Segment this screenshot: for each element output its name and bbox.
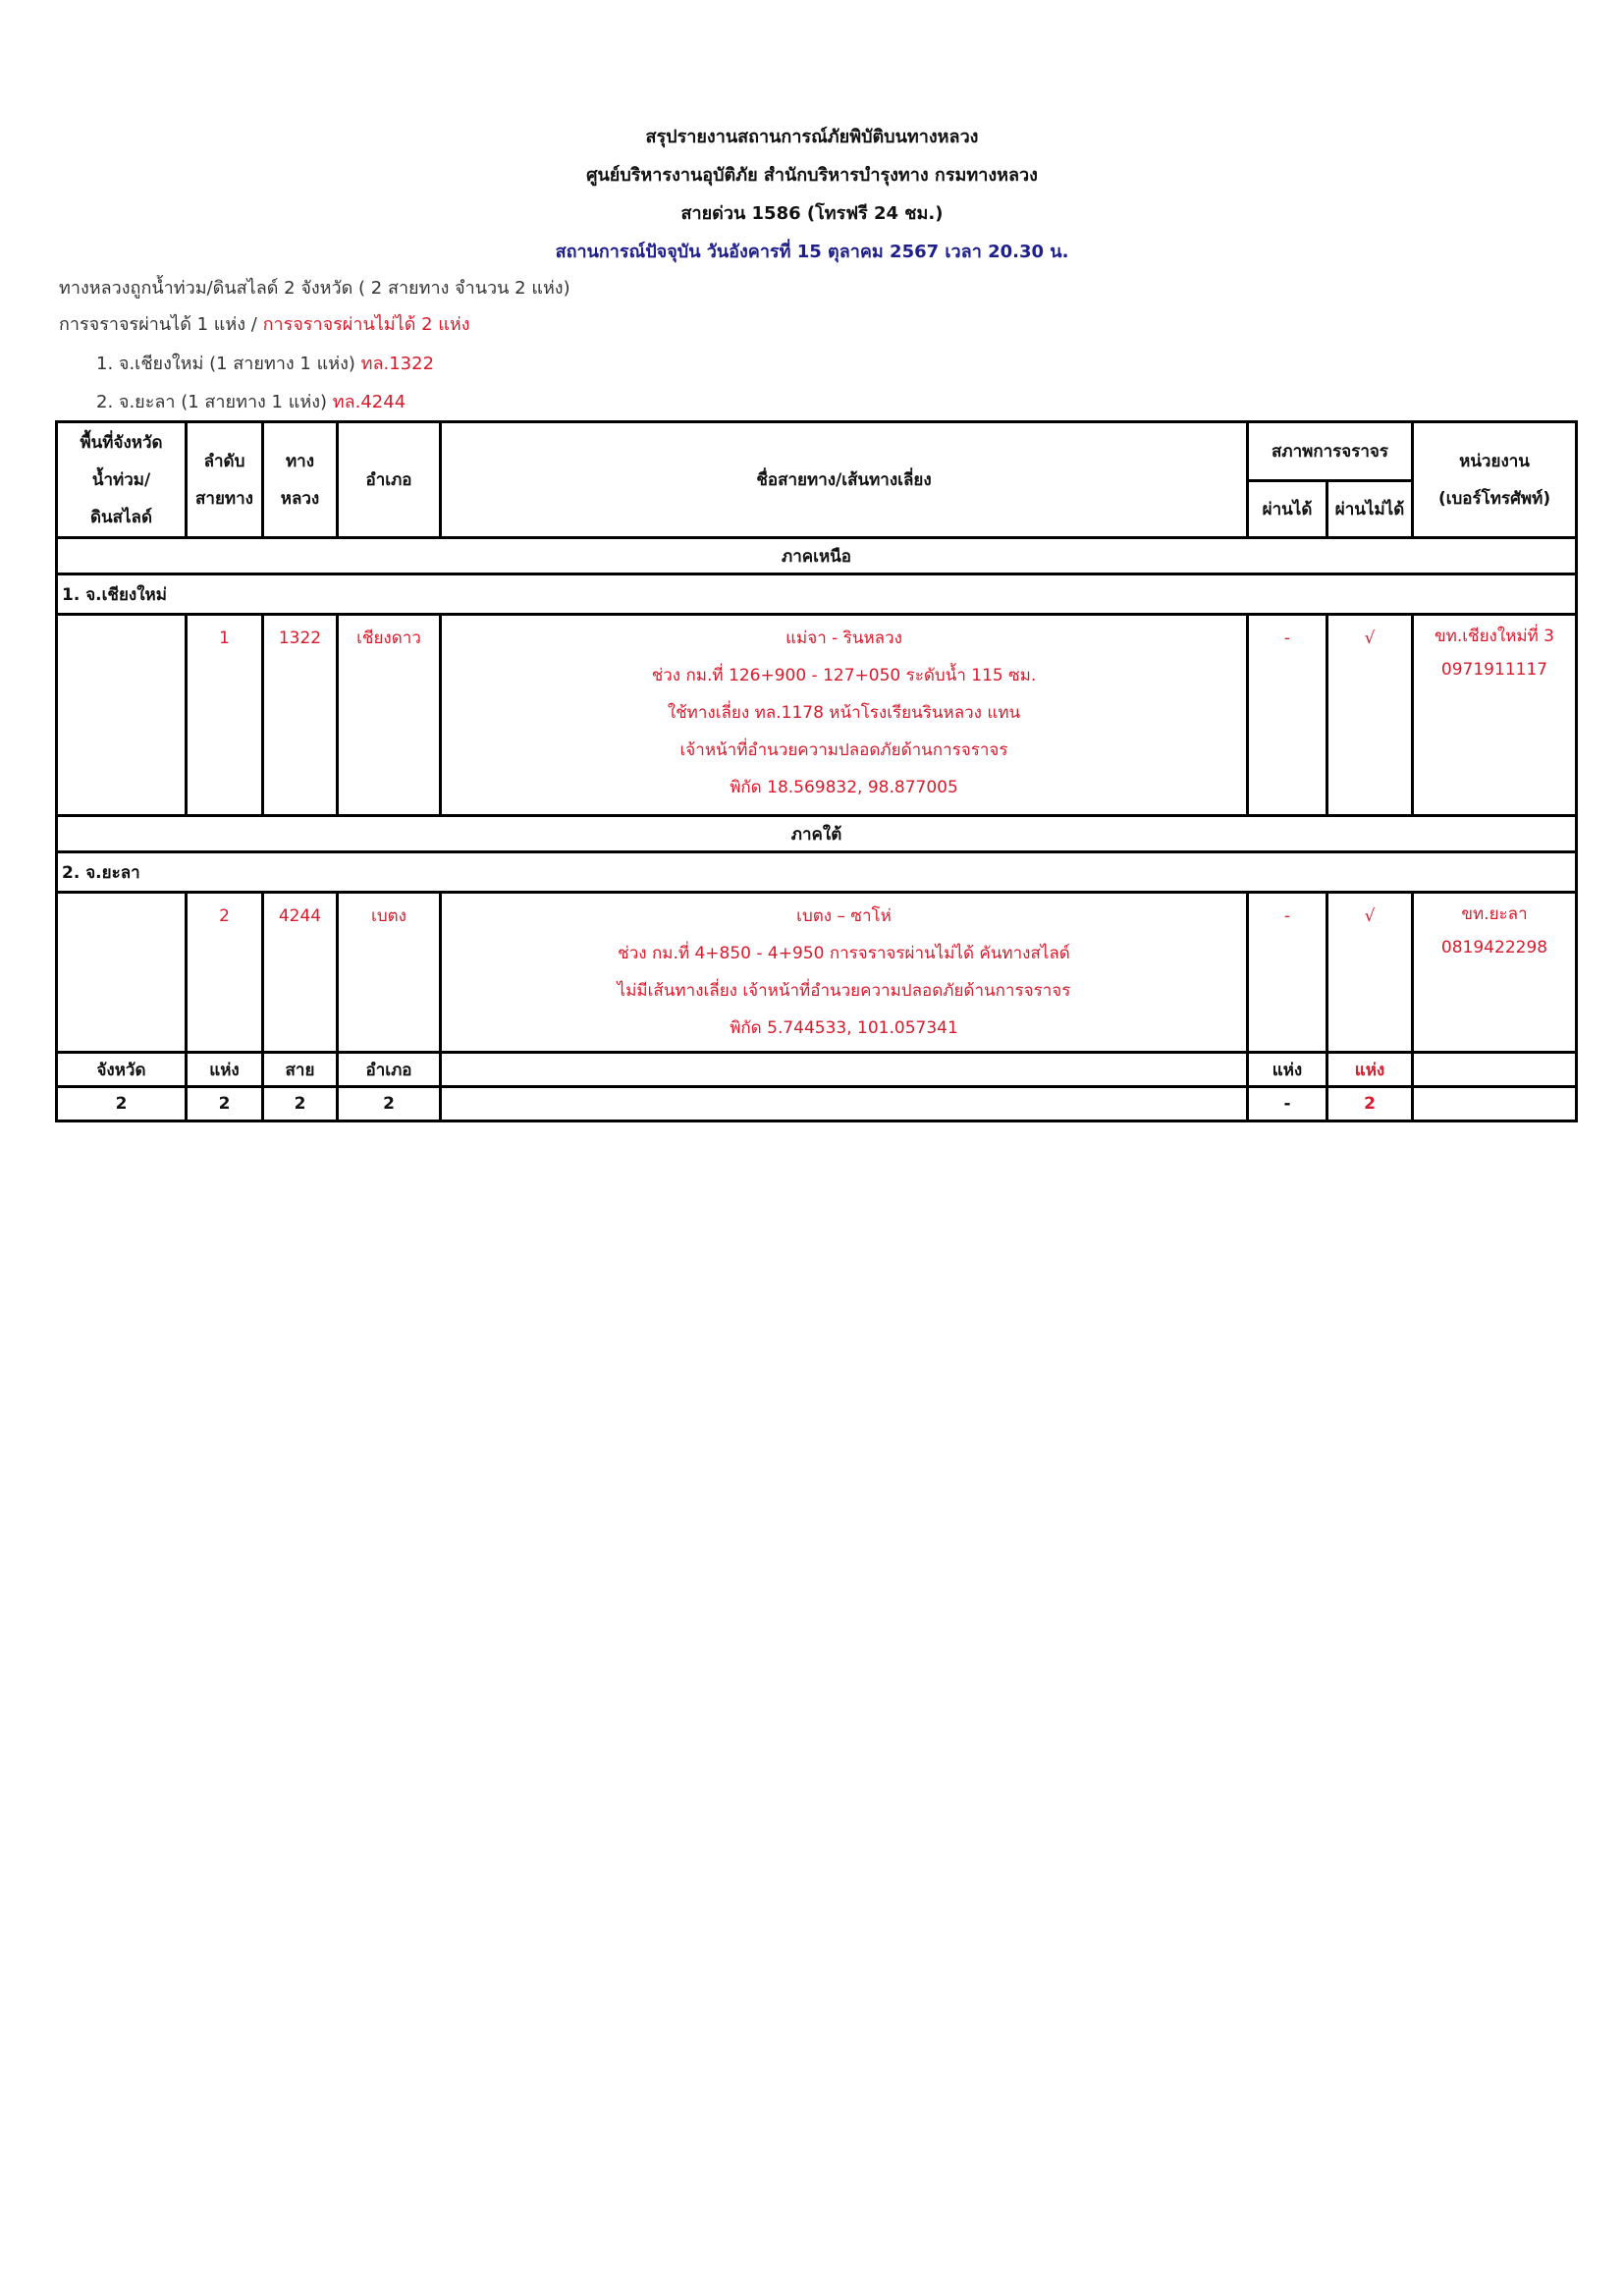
unit-cell: ขท.ยะลา 0819422298 (1413, 893, 1577, 1053)
intro-item-label: 1. จ.เชียงใหม่ (1 สายทาง 1 แห่ง) (96, 354, 361, 374)
intro-summary: ทางหลวงถูกน้ำท่วม/ดินสไลด์ 2 จังหวัด ( 2 สายทาง จำนวน 2 แห่ง) (59, 278, 570, 299)
route-details-cell (441, 893, 1248, 1053)
header-route-name: ชื่อสายทาง/เส้นทางเลี่ยง (441, 422, 1248, 538)
summary-value-district: 2 (338, 1087, 441, 1121)
route-detail-line: เบตง – ซาโห่ (796, 906, 892, 926)
intro-item-route: ทล.4244 (332, 392, 406, 412)
summary-blank (1413, 1087, 1577, 1121)
route-detail-line: ไม่มีเส้นทางเลี่ยง เจ้าหน้าที่อำนวยความปลอดภัยด้านการจราจร (617, 981, 1071, 1001)
highway-cell: 4244 (263, 893, 338, 1053)
no-pass-check-icon: √ (1327, 893, 1413, 1053)
current-status-timestamp: สถานการณ์ปัจจุบัน วันอังคารที่ 15 ตุลาคม 2567 เวลา 20.30 น. (555, 242, 1069, 262)
route-detail-line: เจ้าหน้าที่อำนวยความปลอดภัยด้านการจราจร (679, 740, 1008, 760)
header-district: อำเภอ (338, 422, 441, 538)
no-pass-check-icon: √ (1327, 615, 1413, 816)
pass-cell: - (1248, 615, 1327, 816)
highway-cell: 1322 (263, 615, 338, 816)
region-north: ภาคเหนือ (57, 538, 1577, 574)
summary-blank (441, 1087, 1248, 1121)
intro-item-label: 2. จ.ยะลา (1 สายทาง 1 แห่ง) (96, 392, 333, 412)
intro-item-route: ทล.1322 (360, 354, 435, 374)
route-detail-line: พิกัด 5.744533, 101.057341 (730, 1018, 958, 1038)
route-detail-line: ใช้ทางเลี่ยง ทล.1178 หน้าโรงเรียนรินหลวง แทน (667, 703, 1021, 723)
unit-cell: ขท.เชียงใหม่ที่ 3 0971911117 (1413, 615, 1577, 816)
summary-label-no-pass: แห่ง (1327, 1053, 1413, 1087)
seq-cell: 2 (187, 893, 263, 1053)
intro-traffic (59, 309, 470, 338)
region-south: ภาคใต้ (57, 816, 1577, 852)
route-detail-line: ช่วง กม.ที่ 4+850 - 4+950 การจราจรผ่านไม่ได้ คันทางสไลด์ (618, 944, 1070, 963)
route-detail-line: แม่จา - รินหลวง (785, 629, 902, 648)
header-pass: ผ่านได้ (1248, 481, 1327, 538)
province-chiang-mai: 1. จ.เชียงใหม่ (57, 574, 1577, 615)
district-cell: เชียงดาว (338, 615, 441, 816)
header-unit: หน่วยงาน (เบอร์โทรศัพท์) (1413, 422, 1577, 538)
route-details-cell (441, 615, 1248, 816)
summary-label-province: จังหวัด (57, 1053, 187, 1087)
report-title: สรุปรายงานสถานการณ์ภัยพิบัติบนทางหลวง (645, 127, 979, 147)
header-no-pass: ผ่านไม่ได้ (1327, 481, 1413, 538)
intro-item (96, 349, 434, 377)
area-cell (57, 893, 187, 1053)
route-detail-line: ช่วง กม.ที่ 126+900 - 127+050 ระดับน้ำ 115 ซม. (651, 666, 1037, 685)
summary-blank (1413, 1053, 1577, 1087)
summary-value-no-pass: 2 (1327, 1087, 1413, 1121)
header-area: พื้นที่จังหวัด น้ำท่วม/ ดินสไลด์ (57, 422, 187, 538)
summary-values-row (57, 1087, 1577, 1121)
header-traffic-status: สภาพการจราจร (1248, 422, 1413, 481)
province-yala: 2. จ.ยะลา (57, 852, 1577, 893)
disaster-report-table (55, 420, 1578, 1122)
route-detail-line: พิกัด 18.569832, 98.877005 (730, 778, 958, 797)
header-highway: ทาง หลวง (263, 422, 338, 538)
summary-label-places: แห่ง (187, 1053, 263, 1087)
area-cell (57, 615, 187, 816)
summary-value-routes: 2 (263, 1087, 338, 1121)
impassable-count: การจราจรผ่านไม่ได้ 2 แห่ง (262, 314, 470, 335)
summary-value-places: 2 (187, 1087, 263, 1121)
summary-value-province: 2 (57, 1087, 187, 1121)
summary-label-district: อำเภอ (338, 1053, 441, 1087)
header-seq: ลำดับ สายทาง (187, 422, 263, 538)
passable-count: การจราจรผ่านได้ 1 แห่ง / (59, 314, 263, 335)
intro-item (96, 387, 406, 415)
summary-label-pass: แห่ง (1248, 1053, 1327, 1087)
summary-blank (441, 1053, 1248, 1087)
summary-value-pass: - (1248, 1087, 1327, 1121)
table-row (57, 893, 1577, 1053)
table-row (57, 615, 1577, 816)
summary-labels-row (57, 1053, 1577, 1087)
pass-cell: - (1248, 893, 1327, 1053)
district-cell: เบตง (338, 893, 441, 1053)
summary-label-routes: สาย (263, 1053, 338, 1087)
seq-cell: 1 (187, 615, 263, 816)
report-subtitle: ศูนย์บริหารงานอุบัติภัย สำนักบริหารบำรุงทาง กรมทางหลวง (586, 165, 1038, 186)
hotline: สายด่วน 1586 (โทรฟรี 24 ชม.) (680, 203, 944, 224)
